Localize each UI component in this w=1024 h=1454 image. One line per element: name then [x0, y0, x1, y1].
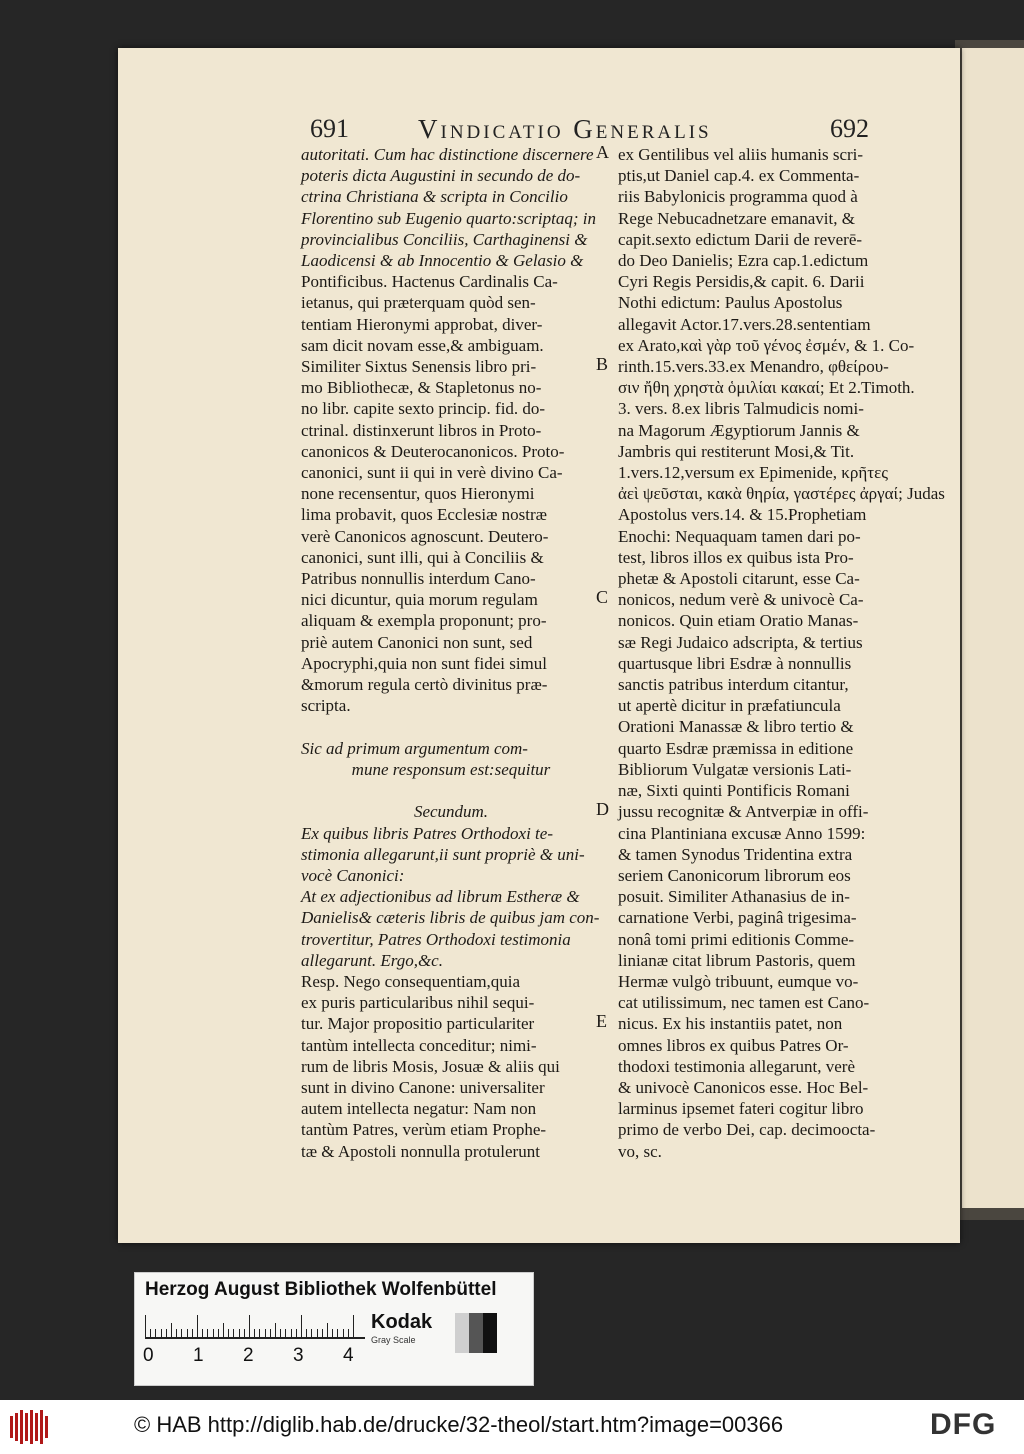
ruler-tick — [176, 1329, 177, 1337]
running-title: Vindicatio Generalis — [418, 114, 712, 144]
ruler-tick — [233, 1329, 234, 1337]
ruler-tick — [197, 1315, 198, 1337]
ruler-tick — [327, 1323, 328, 1337]
gray-swatch-mid — [469, 1313, 483, 1353]
ruler-tick — [275, 1323, 276, 1337]
ruler-tick — [280, 1329, 281, 1337]
ruler-tick — [265, 1329, 266, 1337]
ruler-tick — [317, 1329, 318, 1337]
ruler-tick — [155, 1329, 156, 1337]
text-line: Ex quibus libris Patres Orthodoxi te- — [301, 823, 553, 843]
text-line: &morum regula certò divinitus præ- — [301, 675, 548, 695]
text-line: nonicos. Quin etiam Oratio Manas- — [618, 611, 859, 631]
text-line: na Magorum Ægyptiorum Jannis & — [618, 420, 860, 440]
text-line: seriem Canonicorum librorum eos — [618, 865, 851, 885]
text-line: nonicos, nedum verè & univocè Ca- — [618, 590, 864, 610]
text-line: ctrinal. distinxerunt libros in Proto- — [301, 420, 542, 440]
text-line: test, libros illos ex quibus ista Pro- — [618, 547, 854, 567]
text-line: autem intellecta negatur: Nam non — [301, 1099, 537, 1119]
margin-marker-b: B — [596, 354, 609, 374]
text-line: Pontificibus. Hactenus Cardinalis Ca- — [301, 272, 558, 292]
text-line: primo de verbo Dei, cap. decimooctа- — [618, 1120, 876, 1140]
text-line: scripta. — [301, 696, 351, 716]
text-line: provincialibus Conciliis, Carthaginensi & — [301, 229, 588, 249]
text-line: mune responsum est:sequitur — [351, 759, 551, 779]
text-line: vo, sc. — [618, 1141, 662, 1161]
text-line: Orationi Manassæ & libro tertio & — [618, 717, 854, 737]
text-line: no libr. capite sexto princip. fid. do- — [301, 399, 546, 419]
ruler-tick — [322, 1329, 323, 1337]
text-line: Bibliorum Vulgatæ versionis Lati- — [618, 759, 852, 779]
text-line: allegavit Actor.17.vers.28.sententiam — [618, 314, 871, 334]
ruler-tick — [332, 1329, 333, 1337]
text-line: tantùm intellecta conceditur; nimi- — [301, 1035, 537, 1055]
ruler-tick — [150, 1329, 151, 1337]
text-line: larminus ipsemet fateri cogitur libro — [618, 1099, 864, 1119]
text-line: canonicos & Deuterocanonicos. Proto- — [301, 441, 565, 461]
page-number-right: 692 — [830, 114, 869, 143]
ruler-tick — [259, 1329, 260, 1337]
ruler-tick — [343, 1329, 344, 1337]
text-line: Enochi: Nequaquam tamen dari po- — [618, 526, 861, 546]
text-line: ex puris particularibus nihil sequi- — [301, 993, 535, 1013]
text-line: Sic ad primum argumentum com- — [301, 738, 528, 758]
text-line: canonici, sunt ii qui in verè divino Ca- — [301, 463, 563, 483]
ruler-tick — [161, 1329, 162, 1337]
text-line: ietanus, qui præterquam quòd sen- — [301, 293, 536, 313]
text-line: & tamen Synodus Tridentina extra — [618, 844, 853, 864]
text-line: verè Canonicos agnoscunt. Deutero- — [301, 526, 549, 546]
facing-page-strip — [962, 48, 1024, 1208]
library-name: Herzog August Bibliothek Wolfenbüttel — [145, 1279, 497, 1300]
text-line: Nothi edictum: Paulus Apostolus — [618, 293, 843, 313]
ruler-number: 2 — [243, 1345, 254, 1366]
ruler-tick — [291, 1329, 292, 1337]
ruler-tick — [239, 1329, 240, 1337]
ruler-tick — [311, 1329, 312, 1337]
ruler-tick — [254, 1329, 255, 1337]
text-line: carnatione Verbi, paginâ trigesima- — [618, 908, 857, 928]
ruler-tick — [244, 1329, 245, 1337]
dfg-logo: DFG — [930, 1408, 997, 1441]
text-line: At ex adjectionibus ad librum Estheræ & — [301, 887, 580, 907]
kodak-brand: Kodak — [371, 1311, 433, 1333]
text-line: tentiam Hieronymi approbat, diver- — [301, 314, 543, 334]
text-line: 3. vers. 8.ex libris Talmudicis nomi- — [618, 399, 864, 419]
text-line: ptis,ut Daniel cap.4. ex Commenta- — [618, 166, 860, 186]
text-line: rum de libris Mosis, Josuæ & aliis qui — [301, 1056, 560, 1076]
text-line: Patribus nonnullis interdum Cano- — [301, 569, 536, 589]
ruler-number: 1 — [193, 1345, 204, 1366]
ruler-tick — [228, 1329, 229, 1337]
ruler-tick — [166, 1329, 167, 1337]
text-line: do Deo Danielis; Ezra cap.1.edictum — [618, 251, 869, 271]
text-line: næ, Sixti quinti Pontificis Romani — [618, 781, 850, 801]
book-page — [118, 48, 960, 1243]
ruler-tick — [213, 1329, 214, 1337]
text-line: & univocè Canonicos esse. Hoc Bel- — [618, 1077, 869, 1097]
text-line: quarto Esdræ præmissa in editione — [618, 738, 854, 758]
text-line: 1.vers.12,versum ex Epimenide, κρῆτες — [618, 463, 888, 483]
text-line: ex Gentilibus vel aliis humanis scri- — [618, 145, 864, 164]
ruler-tick — [181, 1329, 182, 1337]
gray-scale-label: Gray Scale — [371, 1335, 416, 1345]
text-line: tantùm Patres, verùm etiam Prophe- — [301, 1120, 547, 1140]
ruler-tick — [223, 1323, 224, 1337]
scale-ruler — [145, 1313, 365, 1339]
text-line: aliquam & exempla proponunt; pro- — [301, 611, 547, 631]
text-line: posuit. Similiter Athanasius de in- — [618, 887, 850, 907]
text-line: cina Plantiniana excusæ Anno 1599: — [618, 823, 866, 843]
text-line: nici dicuntur, quia morum regulam — [301, 590, 538, 610]
margin-marker-a: A — [596, 142, 609, 162]
ruler-tick — [171, 1323, 172, 1337]
text-line: sæ Regi Judaico adscripta, & tertius — [618, 632, 863, 652]
text-line: Rege Nebucadnetzare emanavit, & — [618, 208, 855, 228]
text-line: Florentino sub Eugenio quarto:scriptaq; in — [301, 208, 596, 228]
text-line: Apostolus vers.14. & 15.Prophetiam — [618, 505, 867, 525]
margin-marker-e: E — [596, 1011, 607, 1032]
text-line: Similiter Sixtus Senensis libro pri- — [301, 357, 537, 377]
ruler-number: 4 — [343, 1345, 354, 1366]
ruler-number: 0 — [143, 1345, 154, 1366]
text-line: Jambris qui restiterunt Mosi,& Tit. — [618, 441, 855, 461]
page-number-left: 691 — [310, 114, 349, 143]
copyright-url[interactable]: © HAB http://diglib.hab.de/drucke/32-theol/start.htm?image=00366 — [134, 1412, 784, 1437]
text-line: lima probavit, quos Ecclesiæ nostræ — [301, 505, 547, 525]
text-line: rinth.15.vers.33.ex Menandro, φθείρου- — [618, 357, 889, 377]
text-line: cat utilissimum, nec tamen est Cano- — [618, 993, 870, 1013]
text-line: Danielis& cæteris libris de quibus jam con- — [301, 908, 600, 928]
ruler-tick — [285, 1329, 286, 1337]
text-line: tur. Major propositio particulariter — [301, 1014, 535, 1034]
text-line: mo Bibliothecæ, & Stapletonus no- — [301, 378, 542, 398]
text-line: nicus. Ex his instantiis patet, non — [618, 1014, 843, 1034]
text-line: sanctis patribus interdum citantur, — [618, 675, 849, 695]
text-line: sam dicit novam esse,& ambiguam. — [301, 335, 544, 355]
text-line — [301, 780, 601, 801]
text-line: ut apertè dicitur in præfatiuncula — [618, 696, 841, 716]
ruler-tick — [145, 1315, 146, 1337]
text-line: ctrina Christiana & scripta in Concilio — [301, 187, 568, 207]
text-line: tæ & Apostoli nonnulla protulerunt — [301, 1141, 540, 1161]
text-line: trovertitur, Patres Orthodoxi testimonia — [301, 929, 571, 949]
text-line: omnes libros ex quibus Patres Or- — [618, 1035, 849, 1055]
ruler-tick — [202, 1329, 203, 1337]
ruler-tick — [348, 1329, 349, 1337]
text-line: thodoxi testimonia allegarunt, verè — [618, 1056, 855, 1076]
footer-bar — [0, 1400, 1024, 1454]
text-line: Resp. Nego consequentiam,quia — [301, 971, 521, 991]
ruler-tick — [353, 1315, 354, 1337]
text-line: ἀεὶ ψεῦσται, κακὰ θηρία, γαστέρες ἀργαί; Judas — [618, 484, 945, 504]
ruler-tick — [301, 1315, 302, 1337]
left-text-column — [301, 144, 601, 1162]
text-line: none recensentur, quos Hieronymi — [301, 484, 535, 504]
ruler-number: 3 — [293, 1345, 304, 1366]
margin-marker-d: D — [596, 799, 609, 820]
text-line: phetæ & Apostoli citarunt, esse Ca- — [618, 569, 860, 589]
text-line: canonici, sunt illi, qui à Conciliis & — [301, 547, 544, 567]
text-line: poteris dicta Augustini in secundo de do- — [301, 166, 581, 186]
text-line: sunt in divino Canone: universaliter — [301, 1077, 545, 1097]
text-line: allegarunt. Ergo,&c. — [301, 950, 443, 970]
ruler-tick — [207, 1329, 208, 1337]
ruler-tick — [249, 1315, 250, 1337]
ruler-tick — [337, 1329, 338, 1337]
text-line: vocè Canonici: — [301, 865, 405, 885]
ruler-tick — [296, 1329, 297, 1337]
text-line: quartusque libri Esdræ à nonnullis — [618, 653, 852, 673]
text-line: nonâ tomi primi editionis Comme- — [618, 929, 855, 949]
ruler-tick — [192, 1329, 193, 1337]
right-text-column — [618, 144, 945, 1162]
library-color-card — [134, 1272, 534, 1386]
ruler-tick — [187, 1329, 188, 1337]
text-line: Cyri Regis Persidis,& capit. 6. Darii — [618, 272, 865, 292]
gray-swatch-light — [455, 1313, 469, 1353]
ruler-tick — [306, 1329, 307, 1337]
text-line: capit.sexto edictum Darii de reverē- — [618, 229, 863, 249]
text-line: stimonia allegarunt,ii sunt propriè & uni- — [301, 844, 585, 864]
text-line: priè autem Canonici non sunt, sed — [301, 632, 533, 652]
text-line — [301, 716, 601, 737]
ruler-tick — [218, 1329, 219, 1337]
text-line: Apocryphi,quia non sunt fidei simul — [301, 653, 548, 673]
margin-marker-c: C — [596, 587, 609, 608]
gray-swatch-dark — [483, 1313, 497, 1353]
hab-logo-icon — [10, 1410, 50, 1444]
text-line: σιν ἤθη χρηστὰ ὁμιλίαι κακαί; Et 2.Timoth. — [618, 378, 915, 398]
text-line: autoritati. Cum hac distinctione discernere — [301, 145, 594, 164]
ruler-tick — [270, 1329, 271, 1337]
text-line: jussu recognitæ & Antverpiæ in offi- — [618, 802, 869, 822]
text-line: linianæ citat librum Pastoris, quem — [618, 950, 856, 970]
text-line: Laodicensi & ab Innocentio & Gelasio & — [301, 251, 584, 271]
text-line: Secundum. — [413, 802, 489, 822]
text-line: Hermæ vulgò tribuunt, eumque vo- — [618, 971, 859, 991]
text-line: riis Babylonicis programma quod à — [618, 187, 858, 207]
text-line: ex Arato,καὶ γὰρ τοῦ γένος ἐσμέν, & 1. Co- — [618, 335, 915, 355]
